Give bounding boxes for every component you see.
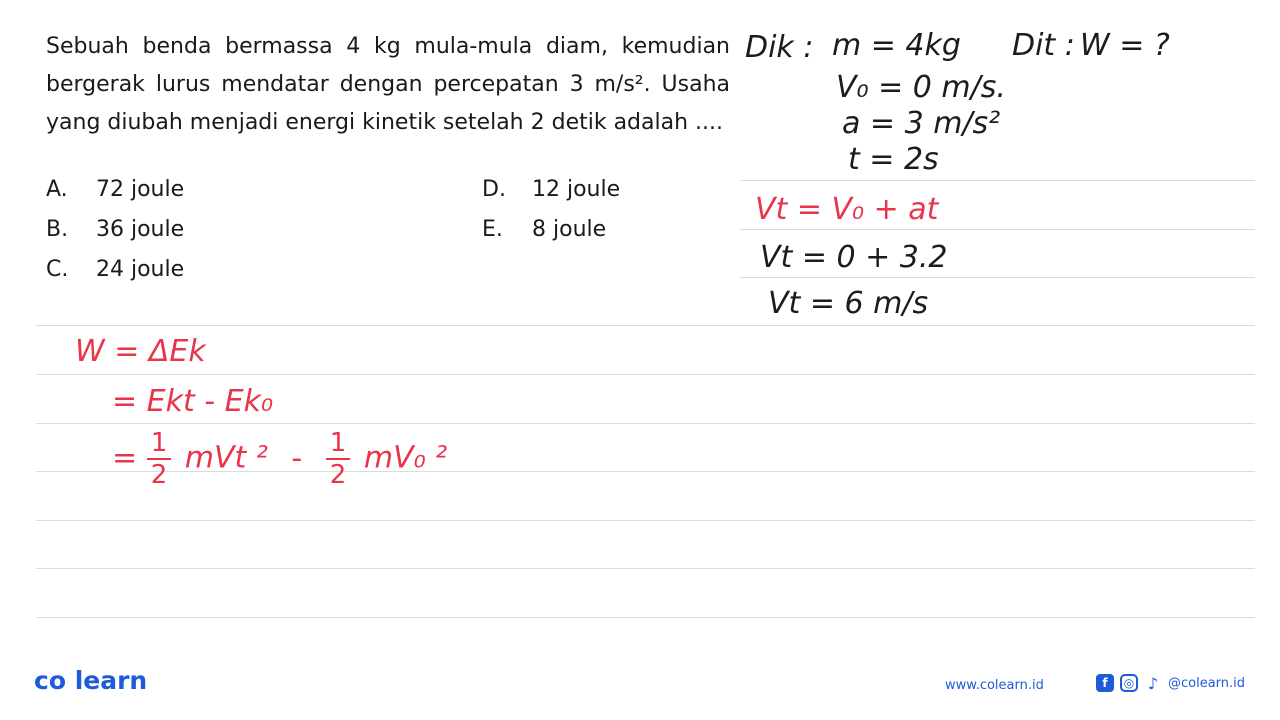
ruled-line <box>36 325 1255 326</box>
option-text: 24 joule <box>96 257 185 282</box>
social-links <box>1096 674 1245 692</box>
option-d[interactable] <box>482 177 620 202</box>
tiktok-icon[interactable]: ♪ <box>1147 673 1159 693</box>
option-letter: D. <box>482 177 506 202</box>
ruled-line <box>740 229 1255 230</box>
option-letter: E. <box>482 217 503 242</box>
kinetic-term-final: mVt ² <box>184 440 268 476</box>
dit-label: Dit : <box>1012 28 1075 63</box>
velocity-formula: Vt = V₀ + at <box>755 192 939 227</box>
ruled-line <box>36 520 1255 521</box>
option-letter: A. <box>46 177 68 202</box>
instagram-icon[interactable]: ◎ <box>1120 674 1138 692</box>
option-b[interactable] <box>46 217 184 242</box>
facebook-icon[interactable]: f <box>1096 674 1114 692</box>
ruled-line <box>36 374 1255 375</box>
dik-label: Dik : <box>745 30 814 65</box>
work-equation: W = ΔEk <box>75 334 206 369</box>
option-e[interactable] <box>482 217 606 242</box>
accel-note: a = 3 m/s² <box>842 106 1001 141</box>
social-handle[interactable]: @colearn.id <box>1168 675 1246 691</box>
mass-note: m = 4kg <box>832 28 961 63</box>
option-a[interactable] <box>46 177 184 202</box>
ruled-line <box>36 568 1255 569</box>
option-letter: B. <box>46 217 69 242</box>
option-text: 36 joule <box>96 217 185 242</box>
ruled-line <box>36 617 1255 618</box>
colearn-logo: co learn <box>34 666 148 695</box>
option-text: 8 joule <box>532 217 607 242</box>
fraction-numerator: 1 <box>147 428 172 460</box>
half-fraction <box>147 428 172 490</box>
velocity-result: Vt = 6 m/s <box>768 286 929 321</box>
work-kinetic-formula <box>112 428 447 490</box>
ruled-line <box>740 180 1255 181</box>
fraction-numerator: 1 <box>326 428 351 460</box>
option-letter: C. <box>46 257 69 282</box>
option-c[interactable] <box>46 257 184 282</box>
question-text: Sebuah benda bermassa 4 kg mula-mula diam, kemudian bergerak lurus mendatar dengan percepatan 3 m/s². Usaha yang diubah menjadi energi kinetik setelah 2 detik adalah .... <box>46 34 730 135</box>
ruled-line <box>36 423 1255 424</box>
fraction-denominator: 2 <box>150 460 168 490</box>
v0-note: V₀ = 0 m/s. <box>836 70 1006 105</box>
minus-sign: - <box>291 440 303 476</box>
kinetic-term-initial: mV₀ ² <box>363 440 448 476</box>
website-link[interactable]: www.colearn.id <box>945 678 1044 693</box>
work-kinetic-difference: = Ekt - Ek₀ <box>112 384 274 419</box>
equals-sign: = <box>112 440 138 476</box>
option-text: 72 joule <box>96 177 185 202</box>
velocity-substitution: Vt = 0 + 3.2 <box>760 240 948 275</box>
ruled-line <box>740 277 1255 278</box>
fraction-denominator: 2 <box>329 460 347 490</box>
option-text: 12 joule <box>532 177 621 202</box>
time-note: t = 2s <box>848 142 939 177</box>
dit-value: W = ? <box>1080 28 1170 63</box>
half-fraction <box>326 428 351 490</box>
